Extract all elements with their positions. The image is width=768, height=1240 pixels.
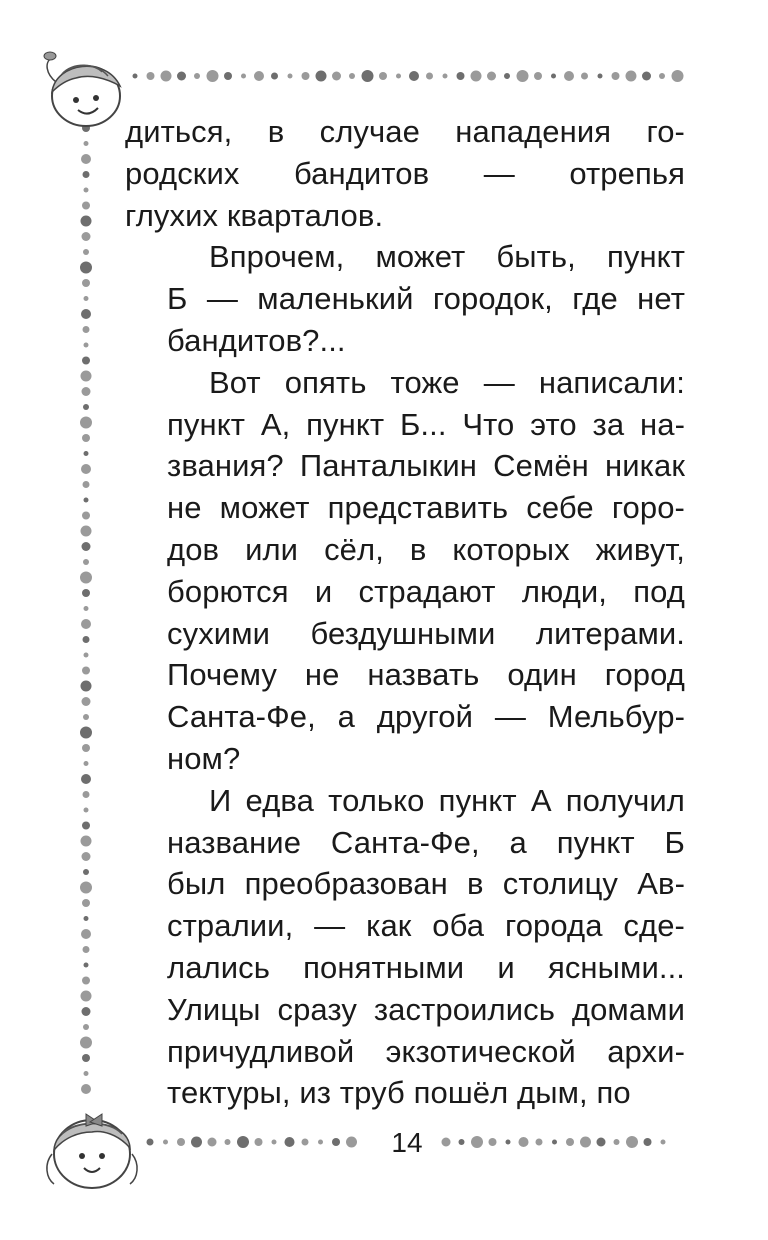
border-dot (82, 357, 90, 365)
border-dot (84, 606, 89, 611)
border-dot (84, 653, 89, 658)
border-dot (83, 559, 89, 565)
border-dot (80, 727, 92, 739)
border-dot (147, 72, 155, 80)
text-line: бандитов?... (167, 322, 346, 358)
border-dot (84, 498, 89, 503)
border-dot (81, 154, 91, 164)
border-dot (534, 72, 542, 80)
border-dot (207, 70, 219, 82)
text-line: лались понятными и ясными... (167, 949, 685, 985)
text-line: Санта-Фе, а другой — Мельбур- (167, 699, 685, 735)
text-line: борются и страдают люди, под (167, 573, 685, 609)
border-dot (81, 836, 92, 847)
border-dot (517, 70, 529, 82)
text-line: Улицы сразу застроились домами (167, 991, 685, 1027)
border-dot (177, 72, 186, 81)
text-line: И едва только пункт А получил (209, 782, 685, 818)
border-dot (84, 141, 89, 146)
border-dot (504, 73, 510, 79)
text-line: стралии, — как оба города сде- (167, 908, 685, 944)
border-dot (82, 852, 91, 861)
border-dot (84, 343, 89, 348)
border-dot (161, 71, 172, 82)
border-dot (644, 1138, 652, 1146)
border-dot (84, 808, 89, 813)
border-dot (426, 73, 433, 80)
border-dot (442, 1138, 451, 1147)
border-dot (285, 1137, 295, 1147)
border-dot (288, 74, 293, 79)
border-dot (552, 1140, 557, 1145)
border-dot (81, 619, 91, 629)
border-dot (661, 1140, 666, 1145)
border-dot (318, 1140, 323, 1145)
border-dot (82, 512, 90, 520)
border-dot (316, 71, 327, 82)
border-dot (82, 977, 90, 985)
border-dot (626, 71, 637, 82)
border-dot (626, 1136, 638, 1148)
page-number: 14 (391, 1127, 423, 1158)
border-dot (83, 171, 90, 178)
border-dot (80, 262, 92, 274)
border-dot (642, 72, 651, 81)
paragraph (125, 362, 685, 780)
border-dot (82, 279, 90, 287)
border-dot (566, 1138, 574, 1146)
border-dot (83, 714, 89, 720)
border-dot (163, 1140, 168, 1145)
border-dot (580, 1137, 591, 1148)
border-dot (346, 1137, 357, 1148)
border-dot (83, 481, 90, 488)
border-dot (581, 73, 588, 80)
border-dot (82, 1007, 91, 1016)
border-dot (82, 434, 90, 442)
text-line: Впрочем, может быть, пункт (209, 239, 685, 275)
border-dot (80, 1037, 92, 1049)
border-dot (81, 991, 92, 1002)
border-dot (81, 774, 91, 784)
text-line: звания? Панталыкин Семён никак (167, 448, 685, 484)
border-dot (225, 1139, 231, 1145)
border-dot (82, 589, 90, 597)
border-dot (83, 791, 90, 798)
text-line: причудливой экзотической архи- (167, 1033, 685, 1069)
border-dot (672, 70, 684, 82)
border-dot (82, 697, 91, 706)
border-dot (81, 216, 92, 227)
text-line: диться, в случае нападения го- (125, 114, 685, 149)
body-text (125, 111, 685, 1114)
border-dot (82, 1054, 90, 1062)
border-dot (487, 72, 496, 81)
border-dot (443, 74, 448, 79)
border-dot (255, 1138, 263, 1146)
girl-face-icon (47, 1114, 137, 1188)
border-dot (224, 72, 232, 80)
border-dot (83, 946, 90, 953)
border-dot (332, 72, 341, 81)
border-dot (84, 451, 89, 456)
border-dot (81, 1084, 91, 1094)
border-dot (457, 72, 465, 80)
border-dot (83, 326, 90, 333)
border-dot (83, 249, 89, 255)
border-dot (84, 188, 89, 193)
border-dot (133, 74, 138, 79)
border-dot (396, 74, 401, 79)
text-line: Б — маленький городок, где нет (167, 281, 685, 317)
text-line: пункт А, пункт Б... Что это за на- (167, 406, 685, 442)
border-dot (208, 1138, 217, 1147)
border-dot (659, 73, 665, 79)
border-dot (80, 572, 92, 584)
border-dot (597, 1138, 606, 1147)
border-dot (254, 71, 264, 81)
text-line: родских бандитов — отрепья (125, 155, 685, 191)
border-dot (551, 74, 556, 79)
paragraph (125, 236, 685, 361)
text-line: ном? (167, 740, 241, 776)
border-dot (506, 1140, 511, 1145)
border-dot (147, 1139, 154, 1146)
border-dot (81, 371, 92, 382)
border-dot (80, 417, 92, 429)
border-dot (349, 73, 355, 79)
border-dot (82, 387, 91, 396)
border-dot (81, 464, 91, 474)
border-dot (83, 404, 89, 410)
border-dot (84, 1071, 89, 1076)
text-line: глухих кварталов. (125, 197, 384, 233)
border-dot (409, 71, 419, 81)
border-dot (598, 74, 603, 79)
border-dot (84, 761, 89, 766)
border-dot (614, 1139, 620, 1145)
border-dot (82, 744, 90, 752)
border-dot (379, 72, 387, 80)
border-dot (191, 1137, 202, 1148)
border-dot (84, 916, 89, 921)
border-dot (83, 636, 90, 643)
text-line: тектуры, из труб пошёл дым, по (167, 1075, 631, 1111)
border-dot (489, 1138, 497, 1146)
border-dot (82, 202, 90, 210)
border-dot (81, 929, 91, 939)
border-dot (82, 667, 90, 675)
border-dot (271, 73, 278, 80)
text-line: не может представить себе горо- (167, 490, 685, 526)
border-dot (82, 542, 91, 551)
border-dot (194, 73, 200, 79)
text-line: дов или сёл, в которых живут, (167, 531, 685, 567)
border-dot (81, 526, 92, 537)
border-dot (84, 963, 89, 968)
text-line: был преобразован в столицу Ав- (167, 866, 685, 902)
border-dot (564, 71, 574, 81)
text-line: сухими бездушными литерами. (167, 615, 685, 651)
text-line: Почему не назвать один город (167, 657, 685, 693)
border-dot (302, 1139, 309, 1146)
border-dot (471, 71, 482, 82)
border-dot (83, 1024, 89, 1030)
border-dot (177, 1138, 185, 1146)
border-dot (80, 882, 92, 894)
border-dot (332, 1138, 340, 1146)
border-dot (82, 822, 90, 830)
border-dot (302, 72, 310, 80)
border-dot (84, 296, 89, 301)
border-dot (241, 74, 246, 79)
border-dot (82, 899, 90, 907)
border-dot (81, 309, 91, 319)
border-dot (612, 72, 620, 80)
paragraph (125, 111, 685, 236)
border-dot (272, 1140, 277, 1145)
paragraph (125, 780, 685, 1114)
border-dot (536, 1139, 543, 1146)
text-line: Вот опять тоже — написали: (209, 364, 685, 400)
border-dot (459, 1139, 465, 1145)
girl-face-icon (44, 52, 120, 126)
border-dot (362, 70, 374, 82)
border-dot (81, 681, 92, 692)
text-line: название Санта-Фе, а пункт Б (167, 824, 685, 860)
border-dot (237, 1136, 249, 1148)
border-dot (519, 1137, 529, 1147)
border-dot (83, 869, 89, 875)
border-dot (471, 1136, 483, 1148)
border-dot (82, 232, 91, 241)
